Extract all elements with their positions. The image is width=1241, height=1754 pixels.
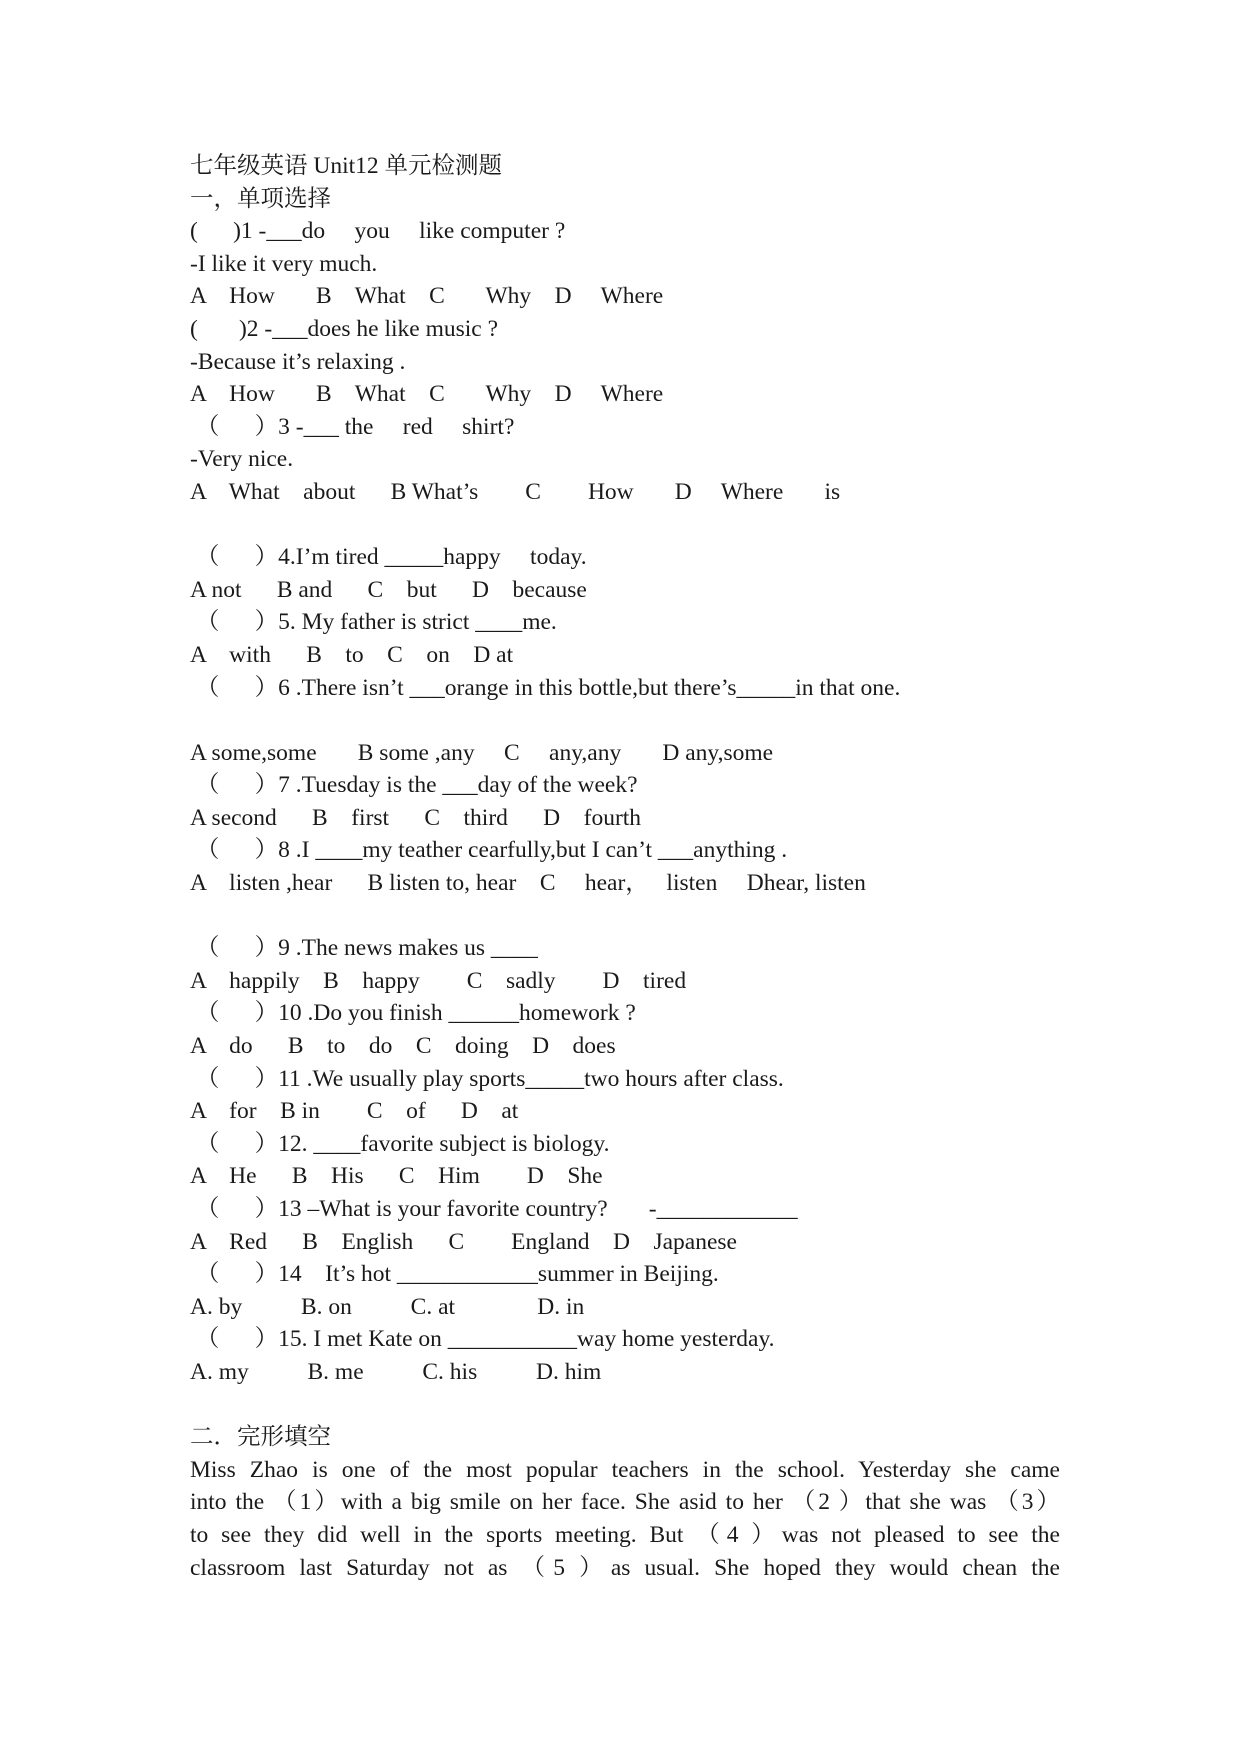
question-line: （ ）15. I met Kate on ___________way home yesterday.	[190, 1326, 775, 1353]
blank-line	[190, 704, 1060, 737]
question-line: ( )2 -___does he like music ?	[190, 315, 499, 342]
question-line: （ ）7 .Tuesday is the ___day of the week?	[190, 772, 638, 799]
question-line: A How B What C Why D Where	[190, 283, 664, 310]
question-line: （ ）6 .There isn’t ___orange in this bottle,but there’s_____in that one.	[190, 674, 901, 701]
exam-page	[190, 150, 1060, 1584]
question-line: （ ）11 .We usually play sports_____two hours after class.	[190, 1065, 784, 1092]
blank-line	[190, 900, 1060, 933]
question-line: A. by B. on C. at D. in	[190, 1293, 585, 1320]
question-line: A for B in C of D at	[190, 1098, 519, 1125]
section-1-heading: 一，单项选择	[190, 185, 331, 212]
blank-line	[190, 509, 1060, 542]
blank-line	[190, 1389, 1060, 1422]
question-line: -Very nice.	[190, 446, 294, 473]
question-line: （ ）5. My father is strict ____me.	[190, 609, 557, 636]
question-line: A listen ,hear B listen to, hear C hear， listen Dhear, listen	[190, 870, 866, 897]
question-line: A What about B What’s C How D Where is	[190, 478, 841, 505]
document-title: 七年级英语 Unit12 单元检测题	[190, 153, 503, 179]
question-line: （ ）9 .The news makes us ____	[190, 935, 538, 962]
question-line: A second B first C third D fourth	[190, 804, 642, 831]
passage-line: classroom last Saturday not as （5 ）as usual. She hoped they would chean the	[190, 1554, 1060, 1581]
question-line: A He B His C Him D She	[190, 1163, 603, 1190]
section-2-heading: 二．完形填空	[190, 1424, 331, 1451]
question-line: （ ）4.I’m tired _____happy today.	[190, 544, 587, 571]
question-line: -I like it very much.	[190, 250, 378, 277]
question-line: A some,some B some ,any C any,any D any,some	[190, 739, 774, 766]
question-line: （ ）8 .I ____my teather cearfully,but I can’t ___anything .	[190, 837, 788, 864]
section-1-questions	[190, 215, 1060, 1421]
question-line: A not B and C but D because	[190, 576, 587, 603]
question-line: A happily B happy C sadly D tired	[190, 967, 687, 994]
question-line: A do B to do C doing D does	[190, 1033, 616, 1060]
passage-line: Miss Zhao is one of the most popular teachers in the school. Yesterday she came	[190, 1456, 1060, 1483]
passage-line: into the （1）with a big smile on her face. She asid to her （2 ）that she was （3）	[190, 1489, 1060, 1516]
cloze-passage	[190, 1454, 1060, 1584]
question-line: A How B What C Why D Where	[190, 381, 664, 408]
question-line: （ ）14 It’s hot ____________summer in Beijing.	[190, 1261, 719, 1288]
question-line: A Red B English C England D Japanese	[190, 1228, 737, 1255]
question-line: A. my B. me C. his D. him	[190, 1358, 602, 1385]
question-line: （ ）12. ____favorite subject is biology.	[190, 1130, 610, 1157]
question-line: （ ）13 –What is your favorite country? -____________	[190, 1196, 798, 1222]
question-line: A with B to C on D at	[190, 641, 514, 668]
question-line: （ ）3 -___ the red shirt?	[190, 413, 515, 440]
question-line: （ ）10 .Do you finish ______homework ?	[190, 1000, 636, 1027]
passage-line: to see they did well in the sports meeting. But （4 ）was not pleased to see the	[190, 1521, 1060, 1548]
question-line: ( )1 -___do you like computer ?	[190, 218, 566, 245]
question-line: -Because it’s relaxing .	[190, 348, 406, 375]
